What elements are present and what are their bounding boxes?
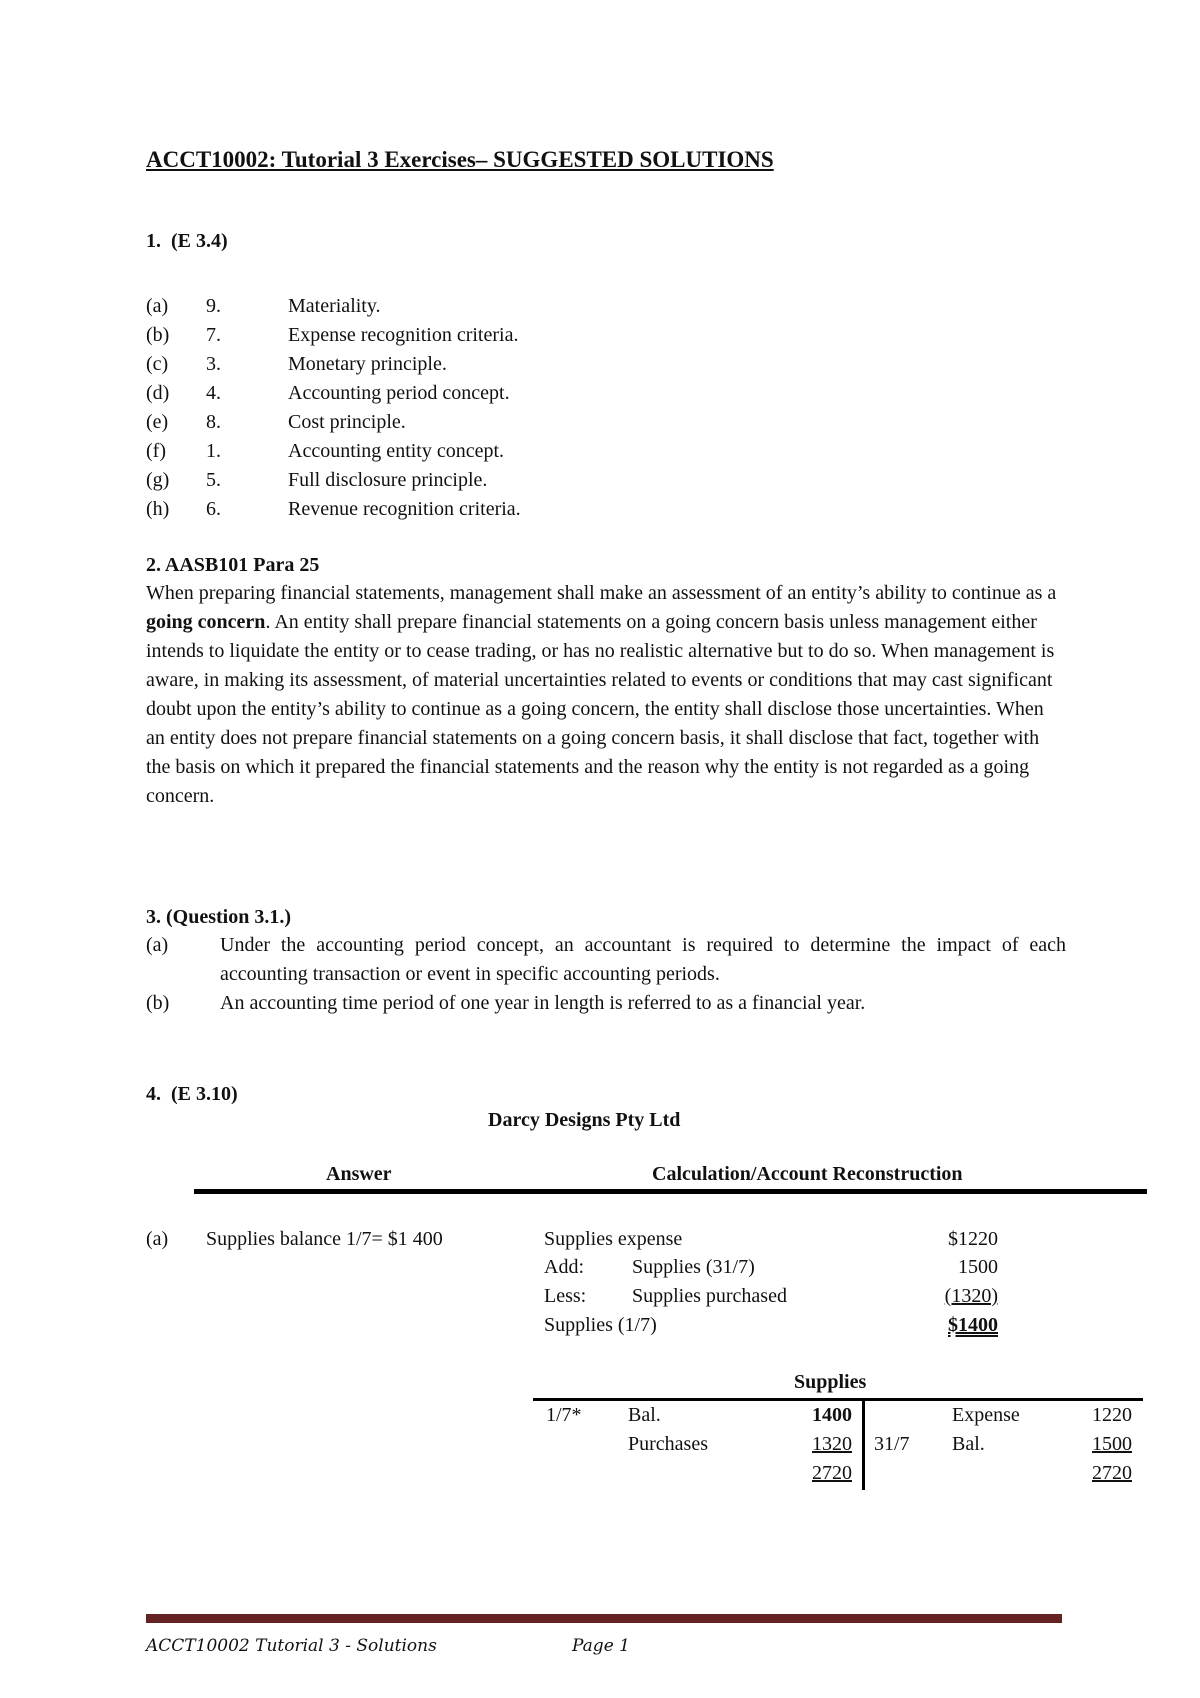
q1-item-letter: (h) bbox=[146, 498, 170, 520]
q4-ref: (E 3.10) bbox=[171, 1083, 238, 1105]
q3-item-text: Under the accounting period concept, an accountant is required to determine the impact of each accounting transaction or event in specific accounting periods. bbox=[220, 934, 1066, 985]
t-account-divider bbox=[862, 1398, 865, 1490]
t-account-title: Supplies bbox=[794, 1371, 867, 1393]
q1-item-letter: (b) bbox=[146, 324, 170, 346]
q1-item-text: Expense recognition criteria. bbox=[288, 324, 519, 346]
t-credit-amount: 1500 bbox=[1092, 1433, 1132, 1455]
q1-item-letter: (a) bbox=[146, 295, 169, 317]
q1-item-text: Accounting period concept. bbox=[288, 382, 510, 404]
q1-item-text: Monetary principle. bbox=[288, 353, 447, 375]
q1-item-text: Revenue recognition criteria. bbox=[288, 498, 521, 520]
t-credit-amount: 1220 bbox=[1092, 1404, 1132, 1426]
q3-item-letter: (a) bbox=[146, 934, 169, 956]
q1-item-letter: (e) bbox=[146, 411, 169, 433]
q1-item-text: Accounting entity concept. bbox=[288, 440, 505, 462]
q1-item-text: Cost principle. bbox=[288, 411, 406, 433]
page-number: Page 1 bbox=[572, 1636, 630, 1656]
company-name: Darcy Designs Pty Ltd bbox=[488, 1109, 681, 1131]
t-debit-desc: Bal. bbox=[628, 1404, 661, 1426]
q4-heading bbox=[146, 1081, 238, 1108]
q1-item-letter: (g) bbox=[146, 469, 170, 491]
q3-item-letter: (b) bbox=[146, 992, 170, 1014]
calc-amount: $1220 bbox=[948, 1228, 998, 1250]
q1-heading bbox=[146, 228, 228, 255]
q2-bold-term: going concern bbox=[146, 611, 266, 633]
t-account-top-rule bbox=[533, 1398, 1143, 1401]
header-rule bbox=[194, 1189, 1147, 1194]
q1-item-num: 5. bbox=[206, 469, 221, 491]
t-credit-desc: Bal. bbox=[952, 1433, 985, 1455]
q1-item-num: 8. bbox=[206, 411, 221, 433]
q1-item-num: 6. bbox=[206, 498, 221, 520]
q1-item-num: 7. bbox=[206, 324, 221, 346]
answer-text: Supplies balance 1/7= $1 400 bbox=[206, 1228, 443, 1250]
q4-number: 4. bbox=[146, 1083, 161, 1105]
t-debit-amount: 1320 bbox=[812, 1433, 852, 1455]
q3-heading: 3. (Question 3.1.) bbox=[146, 906, 291, 928]
t-debit-desc: Purchases bbox=[628, 1433, 708, 1455]
q1-item-letter: (d) bbox=[146, 382, 170, 404]
page-title: ACCT10002: Tutorial 3 Exercises– SUGGESTED SOLUTIONS bbox=[146, 147, 774, 172]
column-header-calculation: Calculation/Account Reconstruction bbox=[652, 1163, 963, 1185]
t-credit-total: 2720 bbox=[1092, 1462, 1132, 1484]
q1-item-letter: (f) bbox=[146, 440, 166, 462]
calc-label: Less: bbox=[544, 1285, 587, 1307]
q1-item-letter: (c) bbox=[146, 353, 169, 375]
footer-bar bbox=[146, 1614, 1062, 1623]
footer-title: ACCT10002 Tutorial 3 - Solutions bbox=[146, 1636, 437, 1656]
calc-label: Supplies expense bbox=[544, 1228, 683, 1250]
q1-item-num: 9. bbox=[206, 295, 221, 317]
t-debit-total: 2720 bbox=[812, 1462, 852, 1484]
q2-text-before: When preparing financial statements, management shall make an assessment of an entity’s ability to continue as a bbox=[146, 582, 1057, 604]
q2-heading: 2. AASB101 Para 25 bbox=[146, 554, 320, 576]
t-credit-date: 31/7 bbox=[874, 1433, 910, 1455]
calc-sublabel: Supplies (31/7) bbox=[632, 1256, 755, 1278]
q2-text-after: . An entity shall prepare financial statements on a going concern basis unless management either intends to liquidate the entity or to cease trading, or has no realistic alternative but to do so. When management is aware, in making its assessment, of material uncertainties related to events or conditions that may cast significant doubt upon the entity’s ability to continue as a going concern, the entity shall disclose those uncertainties. When an entity does not prepare financial statements on a going concern basis, it shall disclose that fact, together with the basis on which it prepared the financial statements and the reason why the entity is not regarded as a going concern. bbox=[146, 611, 1055, 807]
t-credit-desc: Expense bbox=[952, 1404, 1020, 1426]
q3-item-text: An accounting time period of one year in length is referred to as a financial year. bbox=[220, 992, 866, 1014]
column-header-answer: Answer bbox=[326, 1163, 392, 1185]
row-letter: (a) bbox=[146, 1228, 169, 1250]
calc-total: $1400 bbox=[948, 1314, 998, 1336]
calc-label: Supplies (1/7) bbox=[544, 1314, 657, 1336]
q1-item-num: 1. bbox=[206, 440, 221, 462]
t-debit-amount: 1400 bbox=[812, 1404, 852, 1426]
q1-ref: (E 3.4) bbox=[171, 230, 228, 252]
calc-amount: (1320) bbox=[944, 1285, 998, 1307]
calc-amount: 1500 bbox=[958, 1256, 998, 1278]
t-debit-date: 1/7* bbox=[546, 1404, 582, 1426]
q1-item-text: Materiality. bbox=[288, 295, 381, 317]
calc-sublabel: Supplies purchased bbox=[632, 1285, 787, 1307]
q1-item-num: 4. bbox=[206, 382, 221, 404]
q1-item-text: Full disclosure principle. bbox=[288, 469, 488, 491]
q2-paragraph bbox=[146, 579, 1066, 811]
calc-label: Add: bbox=[544, 1256, 584, 1278]
q1-item-num: 3. bbox=[206, 353, 221, 375]
q1-number: 1. bbox=[146, 230, 161, 252]
